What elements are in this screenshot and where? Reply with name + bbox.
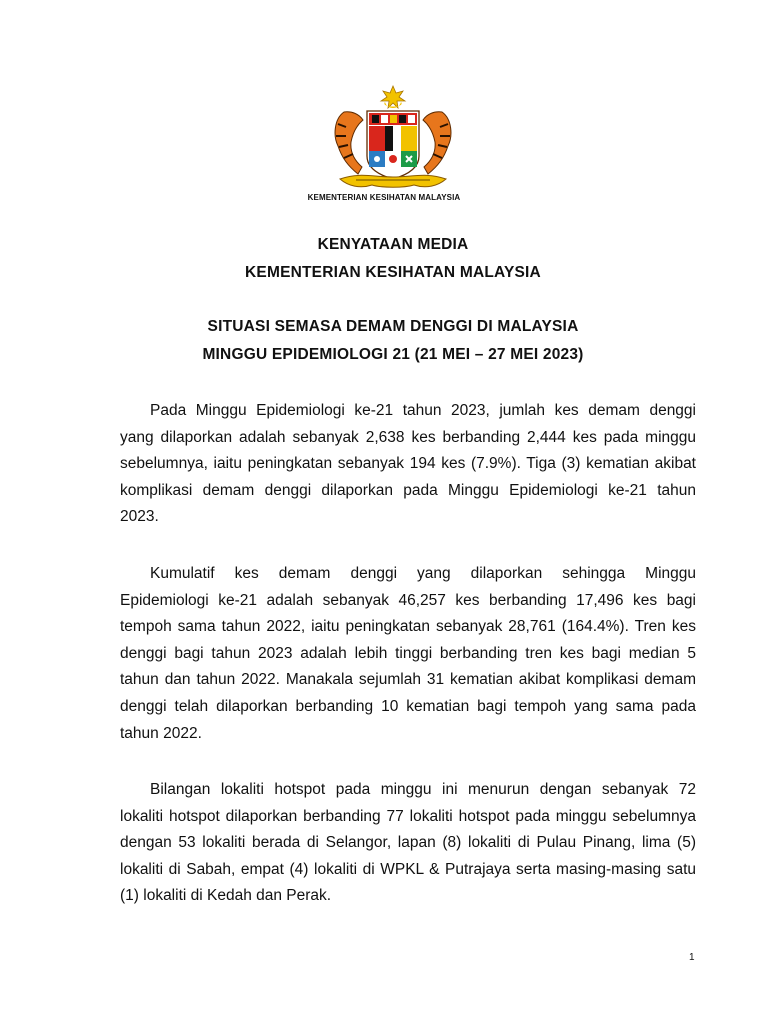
ministry-name-small: KEMENTERIAN KESIHATAN MALAYSIA [307,193,461,202]
paragraph-line: (1) lokaliti di Kedah dan Perak. [120,887,332,905]
document-title-line-2: KEMENTERIAN KESIHATAN MALAYSIA [245,264,541,281]
paragraph-3 [120,777,696,910]
document-title-line-1: KENYATAAN MEDIA [317,236,469,253]
coat-of-arms-logo [322,84,464,192]
paragraph-line: Epidemiologi ke-21 adalah sebanyak 46,257 kes berbanding 17,496 kes bagi [120,591,696,609]
paragraph-1 [120,398,696,531]
paragraph-line: 2023. [120,508,159,526]
paragraph-line: sebelumnya, iaitu peningkatan sebanyak 194 kes (7.9%). Tiga (3) kematian akibat [120,455,696,473]
paragraph-line: tahun 2022. [120,724,202,742]
paragraph-line: lokaliti di Sabah, empat (4) lokaliti di WPKL & Putrajaya serta masing-masing satu [120,860,696,878]
document-subtitle-line-2: MINGGU EPIDEMIOLOGI 21 (21 MEI – 27 MEI 2023) [202,346,584,363]
page-number: 1 [689,952,695,963]
document-subtitle-line-1: SITUASI SEMASA DEMAM DENGGI DI MALAYSIA [207,318,579,335]
paragraph-line: Bilangan lokaliti hotspot pada minggu ini menurun dengan sebanyak 72 [150,781,696,798]
paragraph-line: Kumulatif kes demam denggi yang dilaporkan sehingga Minggu [150,565,696,582]
paragraph-line: denggi telah dilaporkan berbanding 10 kematian bagi tempoh yang sama pada [120,697,696,715]
paragraph-2 [120,561,696,747]
paragraph-line: yang dilaporkan adalah sebanyak 2,638 kes berbanding 2,444 kes pada minggu [120,428,696,446]
paragraph-line: tempoh sama tahun 2022, iaitu peningkatan sebanyak 28,761 (164.4%). Tren kes [120,618,696,636]
paragraph-line: komplikasi demam denggi dilaporkan pada Minggu Epidemiologi ke-21 tahun [120,481,696,499]
paragraph-line: Pada Minggu Epidemiologi ke-21 tahun 2023, jumlah kes demam denggi [150,402,696,419]
paragraph-line: lokaliti hotspot dilaporkan berbanding 77 lokaliti hotspot pada minggu sebelumnya [120,807,696,825]
paragraph-line: denggi bagi tahun 2023 adalah lebih tinggi berbanding tren kes bagi median 5 [120,644,696,662]
paragraph-line: dengan 53 lokaliti berada di Selangor, lapan (8) lokaliti di Pulau Pinang, lima (5) [120,834,696,852]
paragraph-line: tahun dan tahun 2022. Manakala sejumlah 31 kematian akibat komplikasi demam [120,671,696,689]
